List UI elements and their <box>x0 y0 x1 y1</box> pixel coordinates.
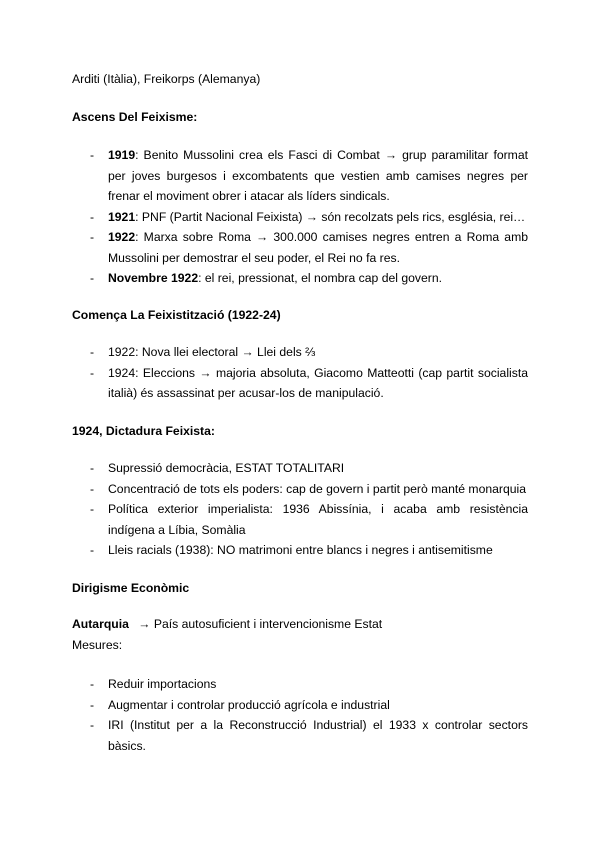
list-item <box>0 207 600 228</box>
heading-feixistitzacio: Comença La Feixistització (1922-24) <box>72 308 281 322</box>
item-text: IRI (Institut per a la Reconstrucció Industrial) el 1933 x controlar sectors bàsics. <box>108 718 528 753</box>
item-text: : PNF (Partit Nacional Feixista) → són recolzats pels rics, església, rei… <box>135 209 526 224</box>
list-item <box>0 227 600 268</box>
dash-bullet: - <box>90 461 95 475</box>
item-text: Lleis racials (1938): NO matrimoni entre blancs i negres i antisemitisme <box>108 543 493 557</box>
list-item <box>0 479 600 500</box>
intro-line: Arditi (Itàlia), Freikorps (Alemanya) <box>72 72 261 86</box>
list-mesures <box>0 674 600 756</box>
autarquia-definition: → País autosuficient i intervencionisme Estat <box>138 617 383 631</box>
item-text: : el rei, pressionat, el nombra cap del govern. <box>198 271 442 285</box>
dash-bullet: - <box>90 345 95 359</box>
list-ascens <box>0 145 600 289</box>
item-text: Concentració de tots els poders: cap de govern i partit però manté monarquia <box>108 481 526 496</box>
dash-bullet: - <box>90 718 95 732</box>
dash-bullet: - <box>90 209 95 224</box>
dash-bullet: - <box>90 148 95 162</box>
item-text: : Marxa sobre Roma → 300.000 camises negres entren a Roma amb Mussolini per demostrar el seu poder, el Rei no fa res. <box>108 230 528 265</box>
autarquia-line <box>72 617 382 631</box>
item-text: 1922: Nova llei electoral → Llei dels ⅔ <box>108 345 316 359</box>
heading-dictadura: 1924, Dictadura Feixista: <box>72 424 215 438</box>
item-bold: 1922 <box>108 230 136 244</box>
dash-bullet: - <box>90 481 95 496</box>
heading-ascens: Ascens Del Feixisme: <box>72 110 198 124</box>
dash-bullet: - <box>90 502 95 516</box>
autarquia-label: Autarquia <box>72 617 129 631</box>
list-item <box>0 695 600 716</box>
dash-bullet: - <box>90 271 95 285</box>
item-text: 1924: Eleccions → majoria absoluta, Giacomo Matteotti (cap partit socialista italià) és assassinat per acusar-los de manipulació. <box>108 365 528 400</box>
list-feixistitzacio <box>0 342 600 404</box>
item-bold: 1919 <box>108 148 136 162</box>
item-text: Supressió democràcia, ESTAT TOTALITARI <box>108 461 345 475</box>
list-item <box>0 499 600 540</box>
dash-bullet: - <box>90 365 95 380</box>
list-item <box>0 342 600 363</box>
list-item <box>0 458 600 479</box>
dash-bullet: - <box>90 230 95 244</box>
item-text: Política exterior imperialista: 1936 Abissínia, i acaba amb resistència indígena a Líbia, Somàlia <box>108 502 528 537</box>
list-item <box>0 715 600 756</box>
mesures-label: Mesures: <box>72 638 123 652</box>
dash-bullet: - <box>90 677 95 691</box>
list-item <box>0 363 600 404</box>
item-bold: Novembre 1922 <box>108 271 199 285</box>
heading-dirigisme: Dirigisme Econòmic <box>72 581 190 595</box>
item-text: : Benito Mussolini crea els Fasci di Combat → grup paramilitar format per joves burgesos i excombatents que vestien amb camises negres per frenar el moviment obrer i atacar als líders sindicals. <box>108 148 528 203</box>
item-bold: 1921 <box>108 209 136 224</box>
list-item <box>0 145 600 207</box>
dash-bullet: - <box>90 697 95 712</box>
item-text: Augmentar i controlar producció agrícola e industrial <box>108 697 390 712</box>
item-text: Reduir importacions <box>108 677 217 691</box>
list-item <box>0 540 600 561</box>
dash-bullet: - <box>90 543 95 557</box>
list-dictadura <box>0 458 600 561</box>
list-item <box>0 674 600 695</box>
list-item <box>0 268 600 289</box>
